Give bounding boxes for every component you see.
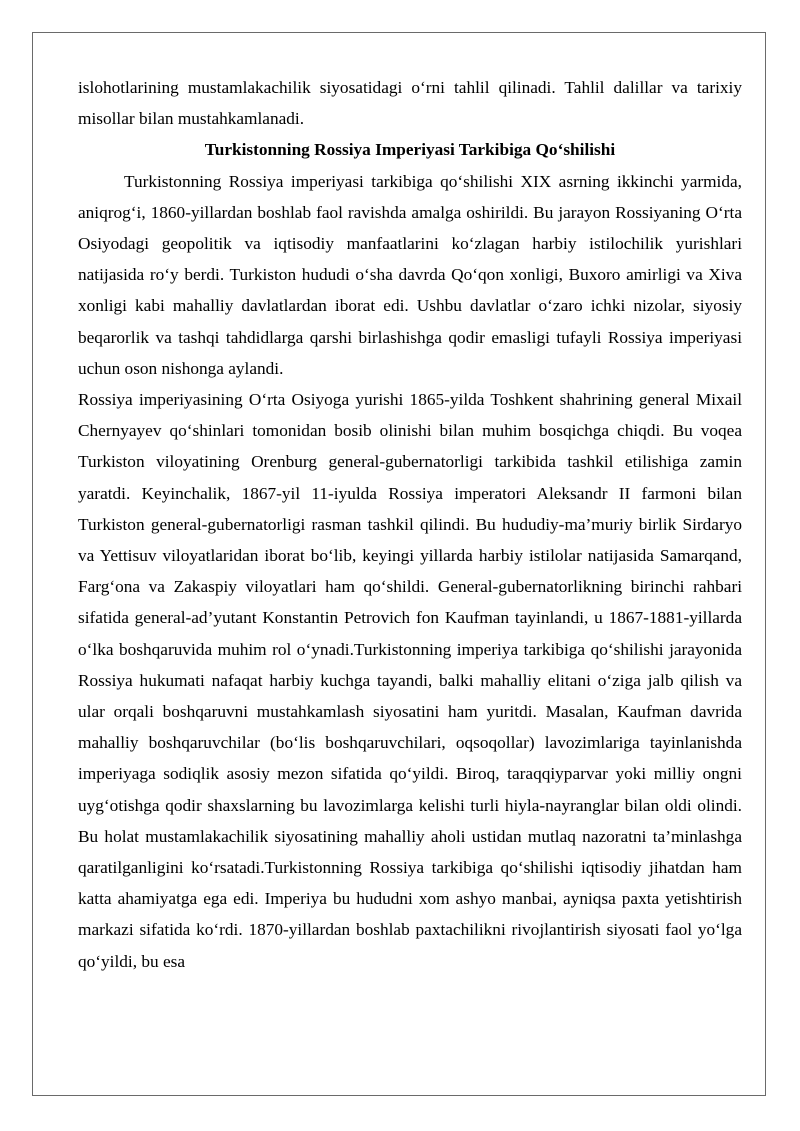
document-body <box>78 72 742 977</box>
body-paragraph: Rossiya imperiyasining O‘rta Osiyoga yurishi 1865-yilda Toshkent shahrining general Mixail Chernyayev qo‘shinlari tomonidan bosib olinishi bilan muhim bosqichga chiqdi. Bu voqea Turkiston viloyatining Orenburg general-gubernatorligi tarkibida tashkil etilishiga zamin yaratdi. Keyinchalik, 1867-yil 11-iyulda Rossiya imperatori Aleksandr II farmoni bilan Turkiston general-gubernatorligi rasman tashkil qilindi. Bu hududiy-ma’muriy birlik Sirdaryo va Yettisuv viloyatlaridan iborat bo‘lib, keyingi yillarda harbiy istilolar natijasida Samarqand, Farg‘ona va Zakaspiy viloyatlari ham qo‘shildi. General-gubernatorlikning birinchi rahbari sifatida general-ad’yutant Konstantin Petrovich fon Kaufman tayinlandi, u 1867-1881-yillarda o‘lka boshqaruvida muhim rol o‘ynadi.Turkistonning imperiya tarkibiga qo‘shilishi jarayonida Rossiya hukumati nafaqat harbiy kuchga tayandi, balki mahalliy elitani o‘ziga jalb qilish va ular orqali boshqaruvni mustahkamlash siyosatini ham yuritdi. Masalan, Kaufman davrida mahalliy boshqaruvchilar (bo‘lis boshqaruvchilari, oqsoqollar) lavozimlariga tayinlanishda imperiyaga sodiqlik asosiy mezon sifatida qo‘yildi. Biroq, taraqqiyparvar yoki milliy ongni uyg‘otishga qodir shaxslarning bu lavozimlarga kelishi turli hiyla-nayranglar bilan oldi olindi. Bu holat mustamlakachilik siyosatining mahalliy aholi ustidan mutlaq nazoratni ta’minlashga qaratilganligini ko‘rsatadi.Turkistonning Rossiya tarkibiga qo‘shilishi iqtisodiy jihatdan ham katta ahamiyatga ega edi. Imperiya bu hududni xom ashyo manbai, ayniqsa paxta yetishtirish markazi sifatida ko‘rdi. 1870-yillardan boshlab paxtachilikni rivojlantirish siyosati faol yo‘lga qo‘yildi, bu esa <box>78 390 742 971</box>
body-paragraph: Turkistonning Rossiya imperiyasi tarkibiga qo‘shilishi XIX asrning ikkinchi yarmida, aniqrog‘i, 1860-yillardan boshlab faol ravishda amalga oshirildi. Bu jarayon Rossiyaning O‘rta Osiyodagi geopolitik va iqtisodiy manfaatlarini ko‘zlagan harbiy istilochilik yurishlari natijasida ro‘y berdi. Turkiston hududi o‘sha davrda Qo‘qon xonligi, Buxoro amirligi va Xiva xonligi kabi mahalliy davlatlardan iborat edi. Ushbu davlatlar o‘zaro ichki nizolar, siyosiy beqarorlik va tashqi tahdidlarga qarshi birlashishga qodir emasligi tufayli Rossiya imperiyasi uchun oson nishonga aylandi. <box>78 171 742 378</box>
section-title: Turkistonning Rossiya Imperiyasi Tarkibiga Qo‘shilishi <box>204 140 616 160</box>
intro-paragraph: islohotlarining mustamlakachilik siyosatidagi o‘rni tahlil qilinadi. Tahlil dalillar va tarixiy misollar bilan mustahkamlanadi. <box>78 78 742 129</box>
